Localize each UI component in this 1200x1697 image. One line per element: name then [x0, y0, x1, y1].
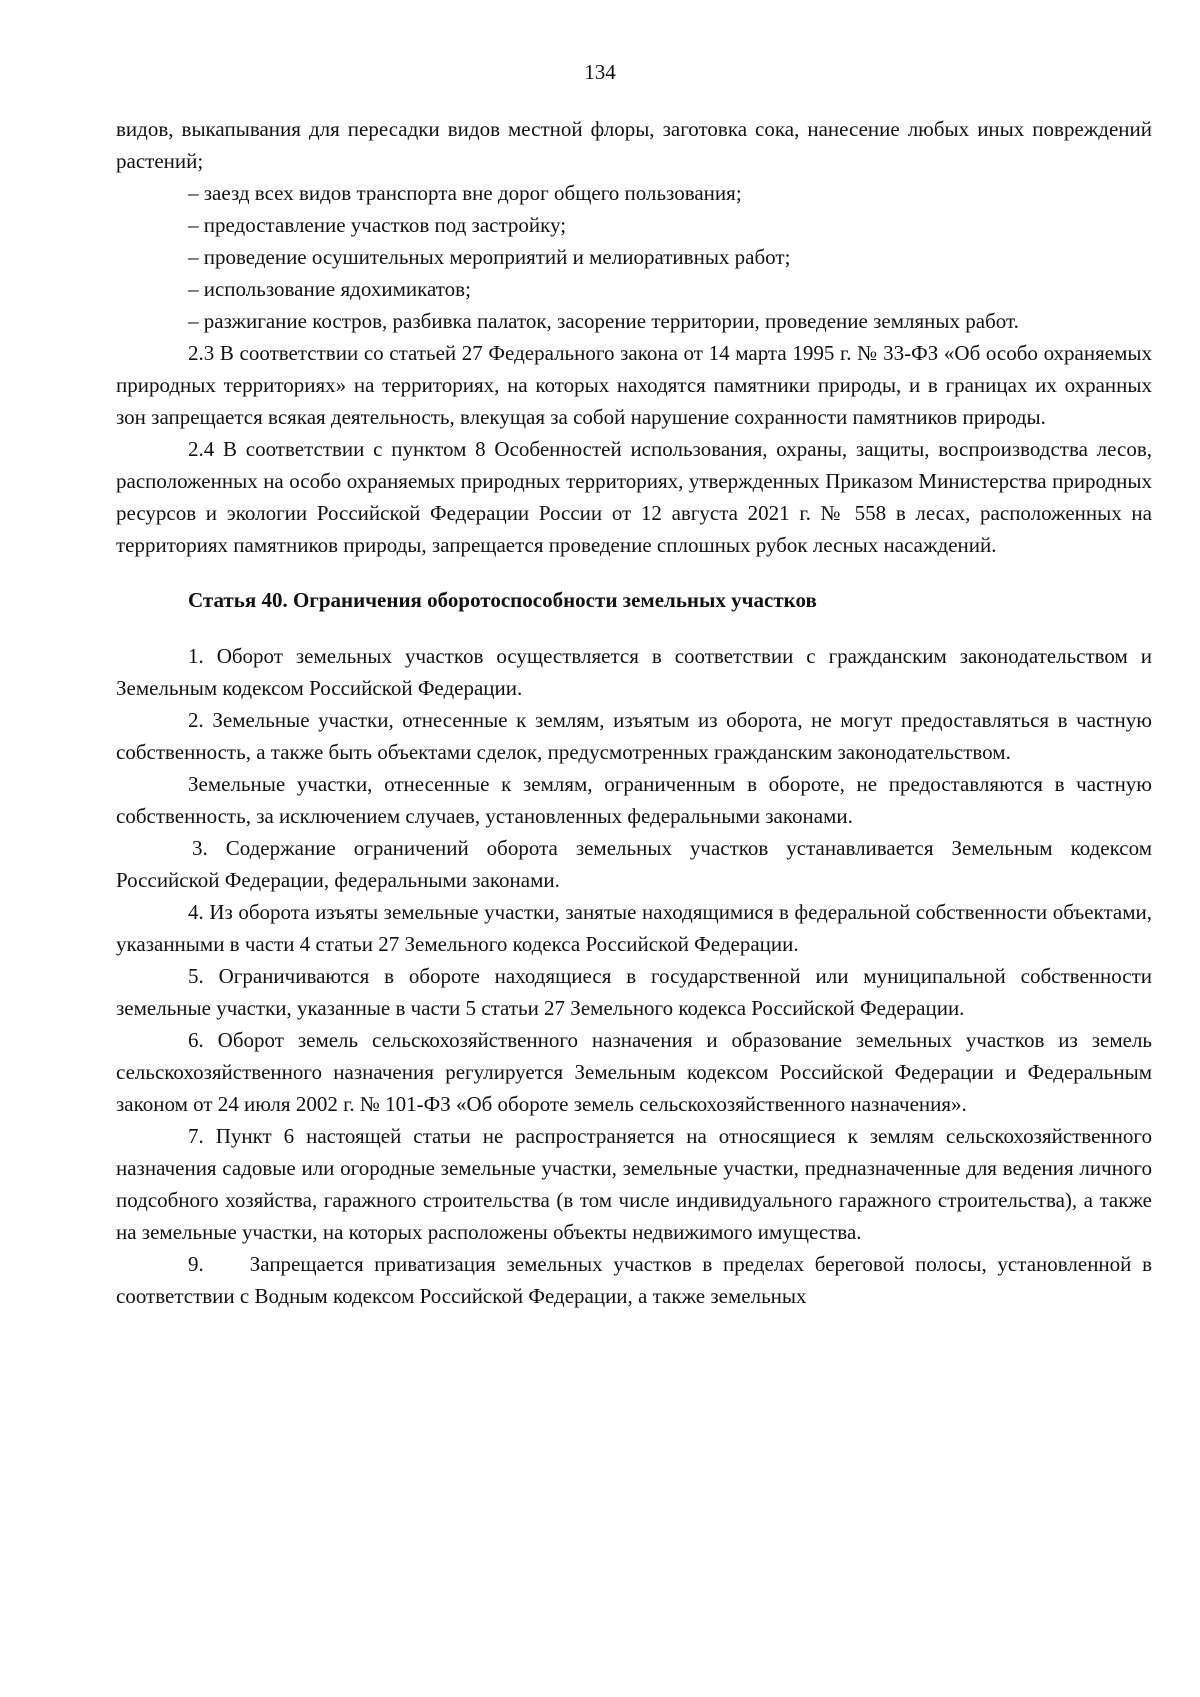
article-paragraph-6: 6. Оборот земель сельскохозяйственного назначения и образование земельных участков из земель сельскохозяйственного назначения регулируется Земельным кодексом Российской Федерации и Федеральным законом от 24 июля 2002 г. № 101-ФЗ «Об обороте земель сельскохозяйственного назначения».	[116, 1028, 1152, 1116]
list-item: – проведение осушительных мероприятий и мелиоративных работ;	[188, 245, 791, 269]
document-body	[116, 113, 1152, 1312]
continuation-paragraph: видов, выкапывания для пересадки видов местной флоры, заготовка сока, нанесение любых иных повреждений растений;	[116, 117, 1152, 173]
paragraph-2-4: 2.4 В соответствии с пунктом 8 Особенностей использования, охраны, защиты, воспроизводства лесов, расположенных на особо охраняемых природных территориях, утвержденных Приказом Министерства природных ресурсов и экологии Российской Федерации России от 12 августа 2021 г. № 558 в лесах, расположенных на территориях памятников природы, запрещается проведение сплошных рубок лесных насаждений.	[116, 437, 1152, 557]
list-item: – разжигание костров, разбивка палаток, засорение территории, проведение земляных работ.	[188, 309, 1019, 333]
paragraph-2-3: 2.3 В соответствии со статьей 27 Федерального закона от 14 марта 1995 г. № 33-ФЗ «Об особо охраняемых природных территориях» на территориях, на которых находятся памятники природы, и в границах их охранных зон запрещается всякая деятельность, влекущая за собой нарушение сохранности памятников природы.	[116, 341, 1152, 429]
article-paragraph-5: 5. Ограничиваются в обороте находящиеся в государственной или муниципальной собственности земельные участки, указанные в части 5 статьи 27 Земельного кодекса Российской Федерации.	[116, 964, 1152, 1020]
article-paragraph-9	[116, 1248, 1152, 1312]
paragraph-9-text: Запрещается приватизация земельных участков в пределах береговой полосы, установленной в соответствии с Водным кодексом Российской Федерации, а также земельных	[116, 1252, 1152, 1308]
article-paragraph-4: 4. Из оборота изъяты земельные участки, занятые находящимися в федеральной собственности объектами, указанными в части 4 статьи 27 Земельного кодекса Российской Федерации.	[116, 900, 1152, 956]
article-paragraph-2: 2. Земельные участки, отнесенные к землям, изъятым из оборота, не могут предоставляться в частную собственность, а также быть объектами сделок, предусмотренных гражданским законодательством.	[116, 708, 1152, 764]
list-item: – использование ядохимикатов;	[188, 277, 471, 301]
article-paragraph-3: 3. Содержание ограничений оборота земельных участков устанавливается Земельным кодексом Российской Федерации, федеральными законами.	[116, 836, 1152, 892]
list-item: – предоставление участков под застройку;	[188, 213, 567, 237]
page-number: 134	[584, 60, 616, 84]
list-item: – заезд всех видов транспорта вне дорог общего пользования;	[188, 181, 742, 205]
paragraph-9-number: 9.	[188, 1252, 204, 1276]
article-paragraph-1: 1. Оборот земельных участков осуществляется в соответствии с гражданским законодательством и Земельным кодексом Российской Федерации.	[116, 644, 1152, 700]
article-heading: Статья 40. Ограничения оборотоспособности земельных участков	[188, 588, 817, 612]
article-paragraph-2b: Земельные участки, отнесенные к землям, ограниченным в обороте, не предоставляются в частную собственность, за исключением случаев, установленных федеральными законами.	[116, 772, 1152, 828]
article-paragraph-7: 7. Пункт 6 настоящей статьи не распространяется на относящиеся к землям сельскохозяйственного назначения садовые или огородные земельные участки, земельные участки, предназначенные для ведения личного подсобного хозяйства, гаражного строительства (в том числе индивидуального гаражного строительства), а также на земельные участки, на которых расположены объекты недвижимого имущества.	[116, 1124, 1152, 1244]
